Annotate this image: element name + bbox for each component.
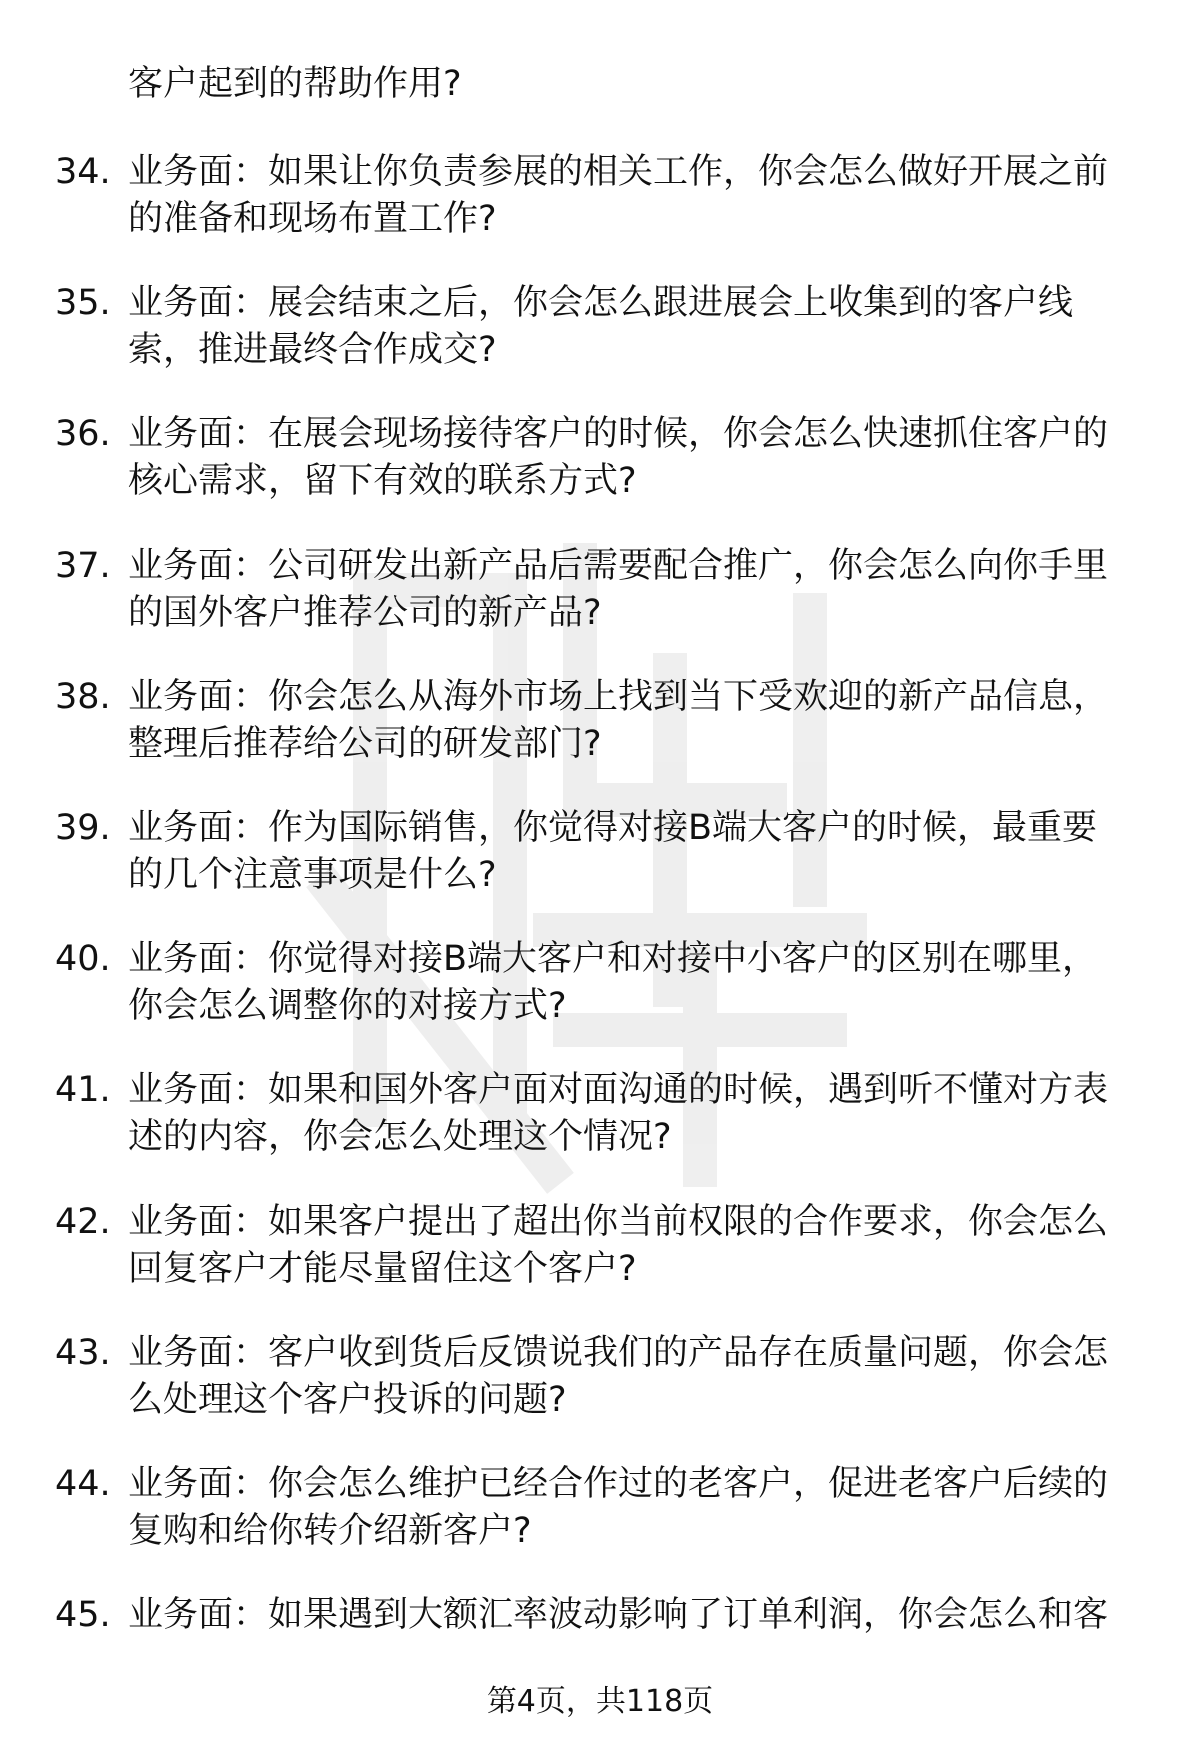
question-text-line-1: 业务面：你会怎么维护已经合作过的老客户，促进老客户后续的 [128,1463,1109,1504]
question-text-line-1: 业务面：如果和国外客户面对面沟通的时候，遇到听不懂对方表 [128,1070,1109,1111]
question-number: 35. [55,283,111,324]
question-text-line-2: 你会怎么调整你的对接方式? [128,986,567,1027]
question-text-line-1: 业务面：客户收到货后反馈说我们的产品存在质量问题，你会怎 [128,1332,1109,1373]
question-text-line-1: 业务面：展会结束之后，你会怎么跟进展会上收集到的客户线 [128,283,1074,324]
question-text-line-2: 回复客户才能尽量留住这个客户? [128,1248,637,1289]
list-item [0,544,1200,675]
question-number: 44. [55,1463,111,1504]
list-item [0,1331,1200,1462]
question-text-line-1: 业务面：如果让你负责参展的相关工作，你会怎么做好开展之前 [128,152,1109,192]
list-item [0,150,1200,281]
question-text-line-2: 述的内容，你会怎么处理这个情况? [128,1117,672,1158]
question-text-line-2: 核心需求，留下有效的联系方式? [128,461,637,502]
list-item [0,675,1200,806]
question-text-line-2: 的准备和现场布置工作? [128,199,497,239]
question-text-line-2: 索，推进最终合作成交? [128,330,497,371]
question-number: 36. [55,414,111,455]
page-footer: 第4页，共118页 [486,1684,714,1719]
list-item [0,281,1200,412]
question-number: 43. [55,1332,111,1373]
question-text-line-1: 业务面：公司研发出新产品后需要配合推广，你会怎么向你手里 [128,545,1109,586]
question-number: 34. [55,152,111,192]
question-text-line-2: 整理后推荐给公司的研发部门? [128,723,602,764]
question-text-line-1: 业务面：在展会现场接待客户的时候，你会怎么快速抓住客户的 [128,414,1109,455]
question-text-line-1: 业务面：如果客户提出了超出你当前权限的合作要求，你会怎么 [128,1201,1109,1242]
list-item [0,806,1200,937]
question-number: 38. [55,676,111,717]
question-number: 39. [55,807,111,848]
continuation-line: 客户起到的帮助作用? [128,64,462,104]
question-number: 45. [55,1595,111,1636]
question-text-line-2: 的几个注意事项是什么? [128,854,497,895]
question-text-line-1: 业务面：你觉得对接B端大客户和对接中小客户的区别在哪里， [128,939,1098,980]
list-item [0,1200,1200,1331]
question-text-line-1: 业务面：如果遇到大额汇率波动影响了订单利润，你会怎么和客 [128,1595,1109,1636]
question-number: 40. [55,939,111,980]
list-item [0,412,1200,543]
list-item [0,1462,1200,1593]
question-number: 42. [55,1201,111,1242]
question-text-line-1: 业务面：你会怎么从海外市场上找到当下受欢迎的新产品信息， [128,676,1109,717]
question-number: 37. [55,545,111,586]
list-item [0,1068,1200,1199]
question-list [0,150,1200,1724]
question-number: 41. [55,1070,111,1111]
question-text-line-2: 么处理这个客户投诉的问题? [128,1379,567,1420]
question-text-line-2: 的国外客户推荐公司的新产品? [128,592,602,633]
question-text-line-1: 业务面：作为国际销售，你觉得对接B端大客户的时候，最重要 [128,807,1098,848]
question-text-line-2: 复购和给你转介绍新客户? [128,1510,532,1551]
list-item [0,937,1200,1068]
